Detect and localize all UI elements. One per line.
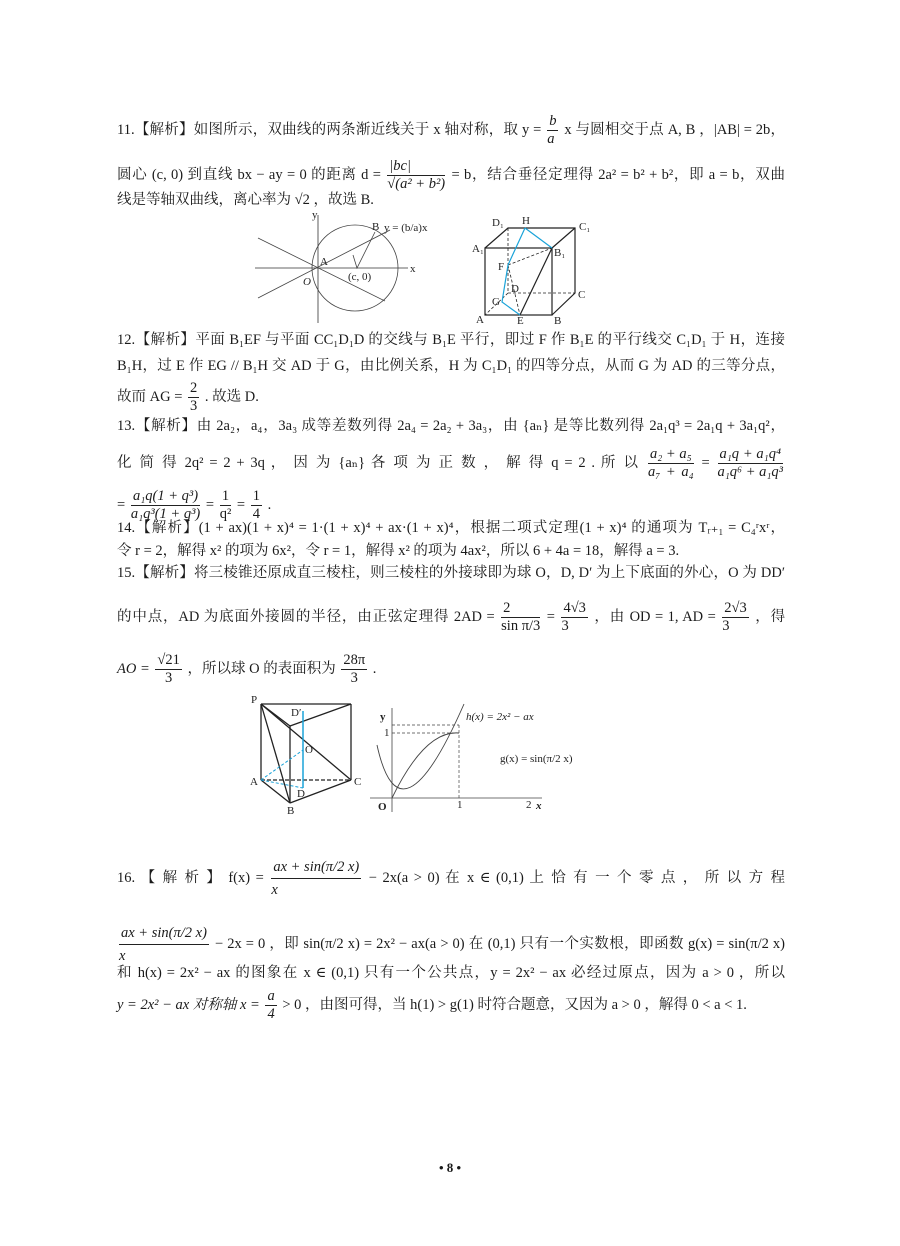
fraction [547,113,558,148]
label: B [287,805,295,817]
label: y [380,711,386,723]
label: x [410,263,416,275]
text: ，由 OD = 1, AD = [594,608,716,625]
fraction-part: 3 [722,618,730,634]
fraction [387,158,445,193]
label: P [251,694,258,706]
q15-line1: 15.【解析】将三棱锥还原成直三棱柱，则三棱柱的外接球即为球 O，D, D′ 为上下底面的外心，O 为 DD′ [117,565,785,581]
text: . 故选 D. [204,388,259,405]
fraction-part: a₁q(1 + q³) [131,488,200,506]
hyperbola-figure [250,205,428,325]
h-curve [377,704,464,789]
text: x 与圆相交于点 A, B ，|AB| = 2b， [564,121,786,138]
text: . [267,496,272,513]
text: ，得 [755,608,786,625]
fraction-part: 3 [561,618,569,634]
fraction [265,988,276,1023]
function-graph [360,700,600,815]
text: 的中点，AD 为底面外接圆的半径，由正弦定理得 2AD = [117,608,495,625]
fraction [119,922,209,967]
label: y = (b/a)x [384,222,428,234]
q12-line3 [117,380,785,415]
fraction-part: √(a² + b²) [387,176,446,192]
prism-figure [245,690,370,815]
label: h(x) = 2x² − ax [466,711,534,723]
label: B [554,315,562,327]
text: 化 简 得 2q² = 2 + 3q ， 因 为 {aₙ} 各 项 为 正 数 ， 解 得 q = 2 . 所 以 [117,454,641,471]
fraction-part: 2 [190,380,198,396]
text: = [701,454,710,471]
fraction [155,652,181,687]
text: = b，结合垂径定理得 2a² = b² + b²，即 a = b，双曲 [451,166,786,183]
label: C₁ [579,221,591,233]
q12-line2: B₁H，过 E 作 EG // B₁H 交 AD 于 G，由比例关系，H 为 C₁D₁ 的四等分点，从而 G 为 AD 的三等分点， [117,358,785,374]
label: O [303,276,311,288]
text: . [372,660,377,677]
fraction-part: 4 [252,506,260,522]
label: 2 [526,799,532,811]
fraction [271,856,361,901]
q13-line1: 13.【解析】由 2a₂，a₄，3a₃ 成等差数列得 2a₄ = 2a₂ + 3a₃，由 {aₙ} 是等比数列得 2a₁q³ = 2a₁q + 3a₁q²， [117,418,785,434]
label: (c, 0) [348,271,372,283]
fraction-part: a₇ + a₄ [648,464,694,480]
text: − 2x(a > 0) 在 x ∈ (0,1) 上 恰 有 一 个 零 点 ， 所 以 方 程 [368,869,786,886]
label: 1 [457,799,463,811]
fraction-part: a₁q⁶ + a₁q³ [717,464,784,480]
text: 故而 AG = [117,388,183,405]
label: A [250,776,258,788]
text: = [546,608,555,625]
fraction-part: sin π/3 [501,618,541,634]
cube-figure [460,210,600,325]
fraction-part: 3 [164,670,173,686]
label: C [578,289,586,301]
text: 11.【解析】如图所示，双曲线的两条渐近线关于 x 轴对称，取 y = [117,121,542,138]
label: B [372,221,380,233]
fraction-part: a₁q³(1 + q³) [130,506,201,522]
fraction-part: 3 [190,398,198,414]
text: > 0 ，由图可得，当 h(1) > g(1) 时符合题意，又因为 a > 0 ，解得 0 < a < 1. [282,996,747,1013]
q16-line3: 和 h(x) = 2x² − ax 的图象在 x ∈ (0,1) 只有一个公共点，y = 2x² − ax 必经过原点，因为 a > 0 ，所以 [117,965,785,981]
text: 16. 【 解 析 】 f(x) = [117,869,264,886]
label: A₁ [472,243,484,255]
fraction-part: ax + sin(π/2 x) [271,856,361,879]
label: H [522,215,530,227]
fraction-part: a₁q + a₁q⁴ [719,446,782,462]
text: AO = [117,660,150,677]
fraction-part: 4√3 [563,600,586,616]
text: y = 2x² − ax 对称轴 x = [117,996,260,1013]
q14-line2: 令 r = 2，解得 x² 的项为 6x²，令 r = 1，解得 x² 的项为 4ax²，所以 6 + 4a = 18，解得 a = 3. [117,543,680,559]
q11-line1 [117,113,786,147]
label: A [476,314,484,326]
q16-line2 [117,922,785,964]
g-curve [392,733,459,798]
page-number: • 8 • [438,1160,462,1175]
q16-line4 [117,988,785,1023]
q15-line2 [117,600,786,634]
fraction-part: 28π [343,652,366,668]
label: B₁ [554,247,566,259]
text: ，所以球 O 的表面积为 [187,660,336,677]
text: = [117,496,126,513]
fraction-part: 3 [350,670,358,686]
label: D₁ [492,217,504,229]
text: 圆心 (c, 0) 到直线 bx − ay = 0 的距离 d = [117,166,381,183]
fraction-part: a₂ + a₅ [650,446,692,462]
label: O [305,744,313,756]
q11-line2 [117,158,786,192]
label: E [517,315,524,327]
label: D [297,788,305,800]
fraction-part: q² [219,506,232,522]
label: D′ [291,707,302,719]
text: = [236,496,246,513]
fraction-part: a [547,131,555,147]
fraction-part: 2√3 [724,600,747,616]
q12-line1: 12.【解析】平面 B₁EF 与平面 CC₁D₁D 的交线与 B₁E 平行，即过 F 作 B₁E 的平行线交 C₁D₁ 于 H，连接 [117,332,785,348]
fraction-part: a [267,988,275,1004]
label: y [312,209,318,221]
fraction-part: |bc| [387,158,445,176]
fraction-part: b [549,113,557,129]
q14-line1: 14.【解析】(1 + ax)(1 + x)⁴ = 1·(1 + x)⁴ + ax·(1 + x)⁴，根据二项式定理(1 + x)⁴ 的通项为 Tᵣ₊₁ = C₄ʳxʳ， [117,520,785,536]
q16-line1 [117,856,786,898]
fraction-part: x [119,948,126,964]
fraction [501,600,540,635]
text: − 2x = 0 ，即 sin(π/2 x) = 2x² − ax(a > 0) 在 (0,1) 只有一个实数根，即函数 g(x) = sin(π/2 x) [214,935,785,952]
label: g(x) = sin(π/2 x) [500,753,573,765]
fraction [722,600,748,635]
fraction-part: 1 [220,488,232,506]
label: 1 [384,727,390,739]
fraction [648,446,694,481]
fraction-part: 4 [267,1006,275,1022]
label: C [354,776,362,788]
fraction-part: x [271,882,278,898]
q13-line2 [117,446,785,480]
fraction-part: 2 [501,600,540,618]
fraction [561,600,587,635]
fraction-part: ax + sin(π/2 x) [119,922,209,945]
fraction [188,380,199,415]
q15-line3 [117,652,785,687]
label: O [378,801,387,813]
fraction [341,652,367,687]
label: D [511,283,519,295]
label: G [492,296,500,308]
asymptote-lower [258,238,385,301]
label: x [536,800,542,812]
fraction-part: √21 [157,652,180,668]
text: = [205,496,215,513]
fraction-part: 1 [252,488,260,504]
fraction [718,446,784,481]
label: F [498,261,505,273]
label: A [320,256,328,268]
q11-line3: 线是等轴双曲线，离心率为 √2 ，故选 B. [117,192,374,208]
